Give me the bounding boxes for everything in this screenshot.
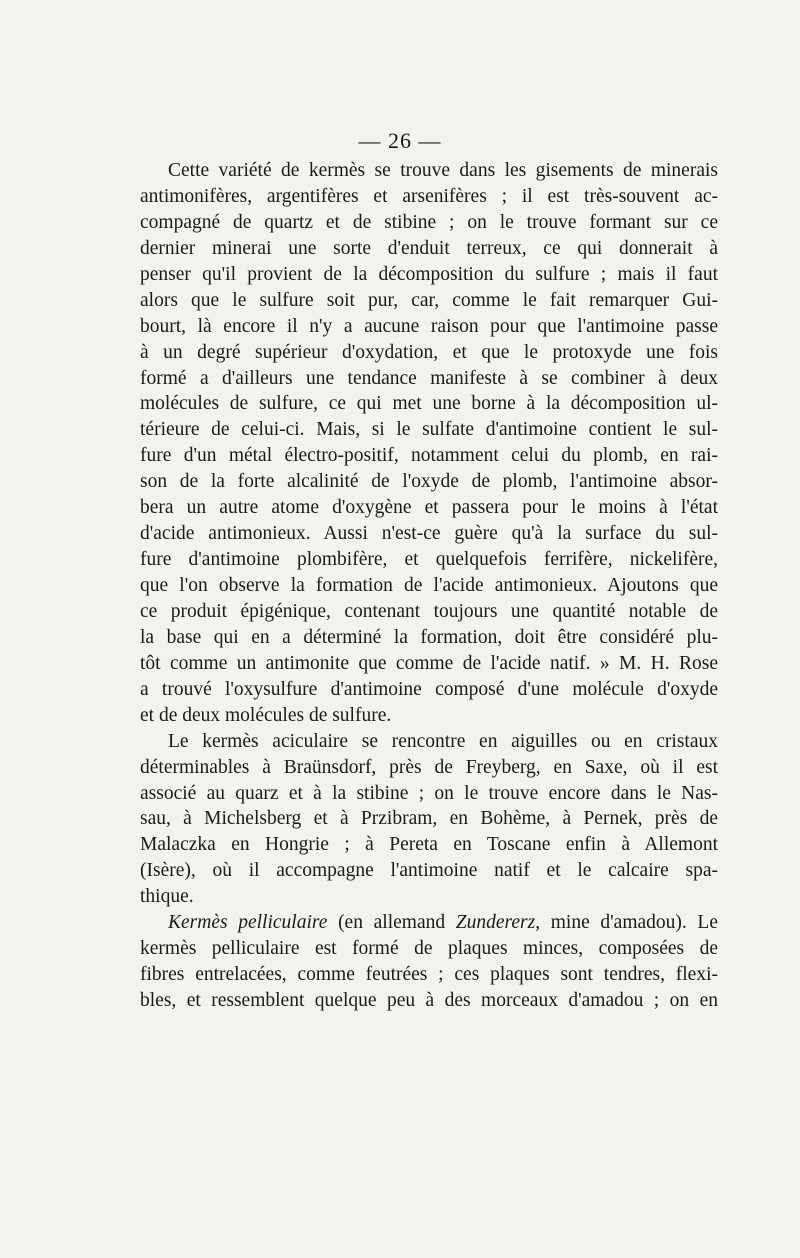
text-line: penser qu'il provient de la décomposition du sulfure ; mais il faut <box>140 263 718 285</box>
text-line: à un degré supérieur d'oxydation, et que le protoxyde une fois <box>140 341 718 363</box>
text-line: fure d'un métal électro-positif, notamment celui du plomb, en rai- <box>140 445 718 467</box>
text-line: (Isère), où il accompagne l'antimoine natif et le calcaire spa- <box>140 860 718 882</box>
text-line: antimonifères, argentifères et arsenifères ; il est très-souvent ac- <box>140 185 718 207</box>
text-run: (en allemand <box>327 912 456 934</box>
text-line: ce produit épigénique, contenant toujours une quantité notable de <box>140 600 718 622</box>
text-line: compagné de quartz et de stibine ; on le trouve formant sur ce <box>140 211 718 233</box>
text-run: , mine d'amadou). Le <box>535 912 718 934</box>
text-line: kermès pelliculaire est formé de plaques minces, composées de <box>140 938 718 960</box>
text-line: fure d'antimoine plombifère, et quelquefois ferrifère, nickelifère, <box>140 549 718 571</box>
text-line: alors que le sulfure soit pur, car, comme le fait remarquer Gui- <box>140 289 718 311</box>
text-line: formé a d'ailleurs une tendance manifeste à se combiner à deux <box>140 367 718 389</box>
text-line: tôt comme un antimonite que comme de l'acide natif. » M. H. Rose <box>140 652 718 674</box>
body-text <box>140 158 718 1014</box>
text-line: d'acide antimonieux. Aussi n'est-ce guère qu'à la surface du sul- <box>140 523 718 545</box>
text-line: son de la forte alcalinité de l'oxyde de plomb, l'antimoine absor- <box>140 471 718 493</box>
italic-term: Zundererz <box>455 912 536 934</box>
text-line: déterminables à Braünsdorf, près de Freyberg, en Saxe, où il est <box>140 756 718 778</box>
page-number: — 26 — <box>358 128 442 153</box>
text-line: fibres entrelacées, comme feutrées ; ces plaques sont tendres, flexi- <box>140 964 718 986</box>
text-line: Malaczka en Hongrie ; à Pereta en Toscane enfin à Allemont <box>140 834 718 856</box>
text-line: molécules de sulfure, ce qui met une borne à la décomposition ul- <box>140 393 718 415</box>
text-line: bera un autre atome d'oxygène et passera pour le moins à l'état <box>140 497 718 519</box>
text-line: bourt, là encore il n'y a aucune raison pour que l'antimoine passe <box>140 315 718 337</box>
text-line: associé au quarz et à la stibine ; on le trouve encore dans le Nas- <box>140 782 718 804</box>
text-line: Le kermès aciculaire se rencontre en aiguilles ou en cristaux <box>168 730 718 752</box>
text-line: dernier minerai une sorte d'enduit terreux, ce qui donnerait à <box>140 237 718 259</box>
text-line: sau, à Michelsberg et à Przibram, en Bohème, à Pernek, près de <box>140 808 718 830</box>
text-line: thique. <box>140 886 194 908</box>
text-line: que l'on observe la formation de l'acide antimonieux. Ajoutons que <box>140 575 718 596</box>
text-line: bles, et ressemblent quelque peu à des morceaux d'amadou ; on en <box>140 990 718 1011</box>
text-line: et de deux molécules de sulfure. <box>140 704 392 726</box>
italic-term: Kermès pelliculaire <box>168 912 328 934</box>
text-line: la base qui en a déterminé la formation, doit être considéré plu- <box>140 626 718 648</box>
text-line: Cette variété de kermès se trouve dans les gisements de minerais <box>168 160 718 181</box>
text-line: térieure de celui-ci. Mais, si le sulfate d'antimoine contient le sul- <box>140 419 718 441</box>
text-line <box>140 910 718 936</box>
text-line: a trouvé l'oxysulfure d'antimoine composé d'une molécule d'oxyde <box>140 678 718 700</box>
